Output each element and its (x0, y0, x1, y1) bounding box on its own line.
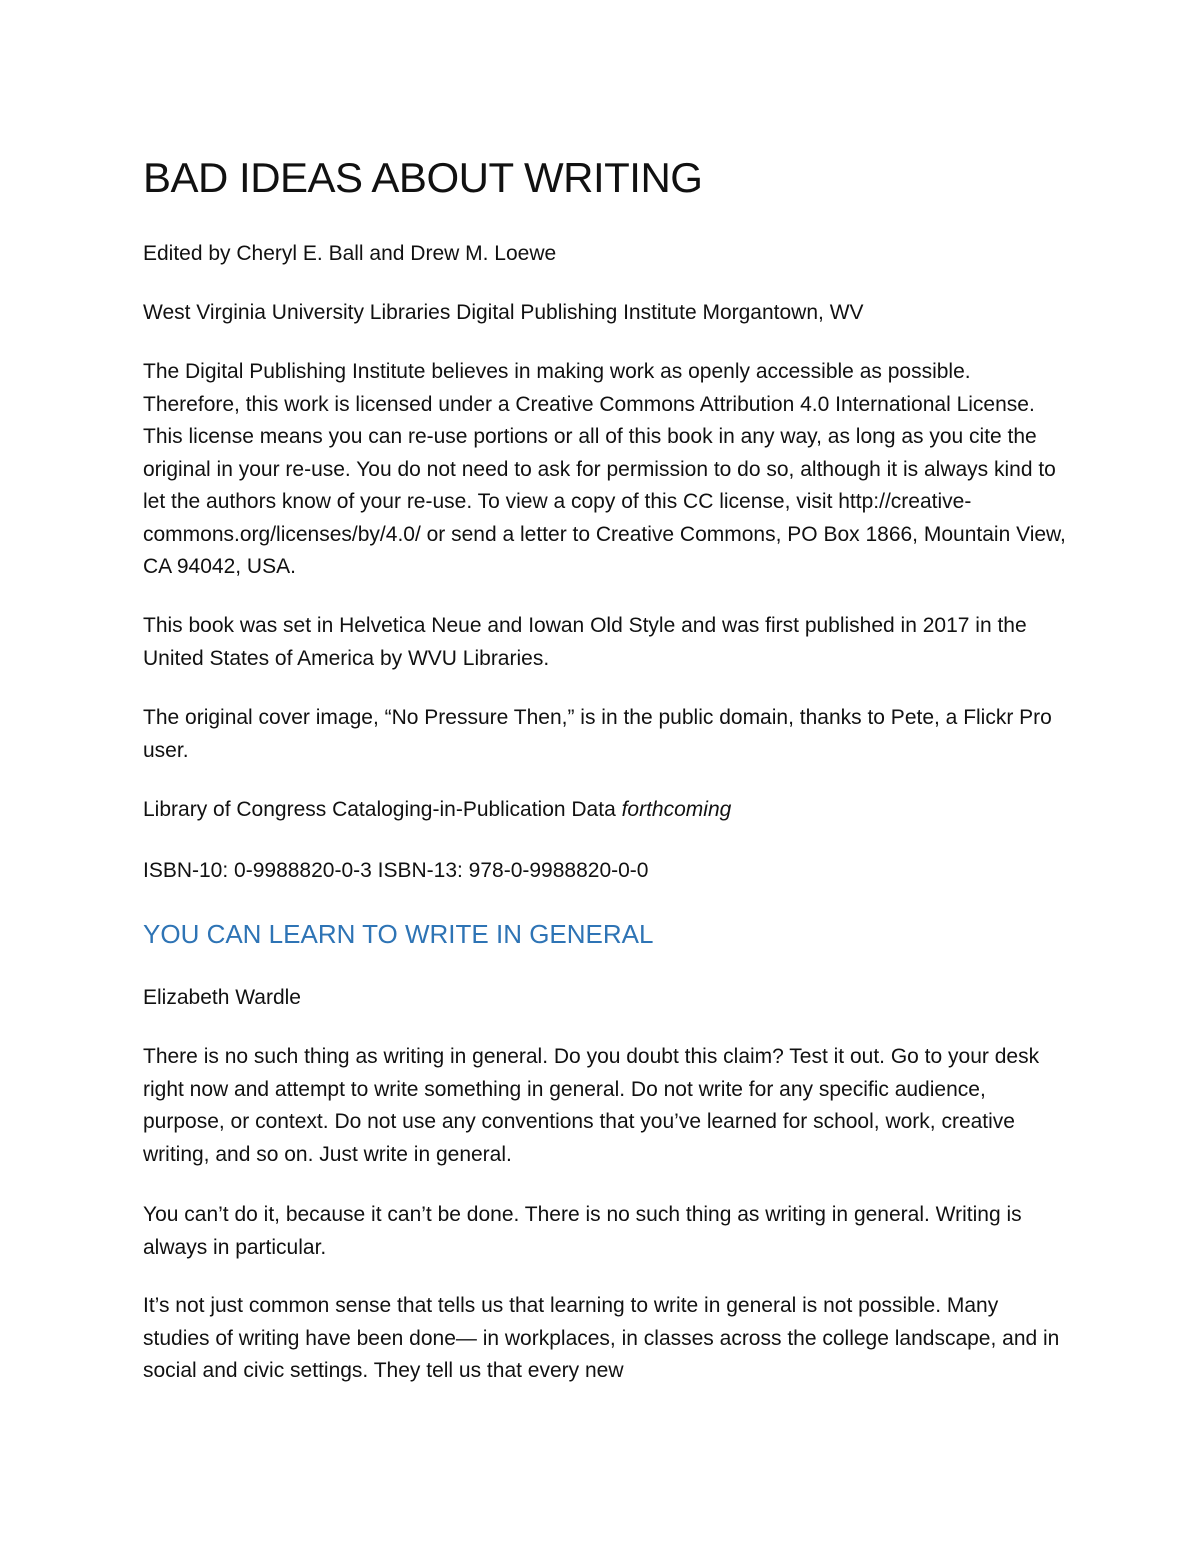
body-paragraph-2: You can’t do it, because it can’t be done. There is no such thing as writing in general. Writing is always in particular. (143, 1203, 1022, 1259)
license-paragraph: The Digital Publishing Institute believes in making work as openly accessible as possible. Therefore, this work is licensed under a Creative Commons Attribution 4.0 International License. This license means you can re-use portions or all of this book in any way, as long as you cite the original in your re-use. You do not need to ask for permission to do so, although it is always kind to let the authors know of your re-use. To view a copy of this CC license, visit http://creative-commons.org/licenses/by/4.0/ or send a letter to Creative Commons, PO Box 1866, Mountain View, CA 94042, USA. (143, 360, 1066, 578)
publisher-line: West Virginia University Libraries Digital Publishing Institute Morgantown, WV (143, 301, 864, 324)
isbn-line: ISBN-10: 0-9988820-0-3 ISBN-13: 978-0-9988820-0-0 (143, 859, 649, 882)
cip-text: Library of Congress Cataloging-in-Publication Data (143, 798, 622, 821)
typeset-paragraph: This book was set in Helvetica Neue and Iowan Old Style and was first published in 2017 in the United States of America by WVU Libraries. (143, 614, 1027, 670)
cover-image-paragraph: The original cover image, “No Pressure Then,” is in the public domain, thanks to Pete, a Flickr Pro user. (143, 706, 1052, 762)
editors-line: Edited by Cheryl E. Ball and Drew M. Loewe (143, 242, 557, 265)
book-title: BAD IDEAS ABOUT WRITING (143, 154, 703, 201)
cip-line (143, 794, 1068, 827)
chapter-heading: YOU CAN LEARN TO WRITE IN GENERAL (143, 919, 654, 949)
cip-italic: forthcoming (621, 798, 732, 821)
chapter-author: Elizabeth Wardle (143, 986, 301, 1009)
body-paragraph-1: There is no such thing as writing in general. Do you doubt this claim? Test it out. Go to your desk right now and attempt to write something in general. Do not write for any specific audience, purpose, or context. Do not use any conventions that you’ve learned for school, work, creative writing, and so on. Just write in general. (143, 1045, 1040, 1166)
body-paragraph-3: It’s not just common sense that tells us that learning to write in general is not possible. Many studies of writing have been done— in workplaces, in classes across the college landscape, and in social and civic settings. They tell us that every new (143, 1294, 1060, 1382)
